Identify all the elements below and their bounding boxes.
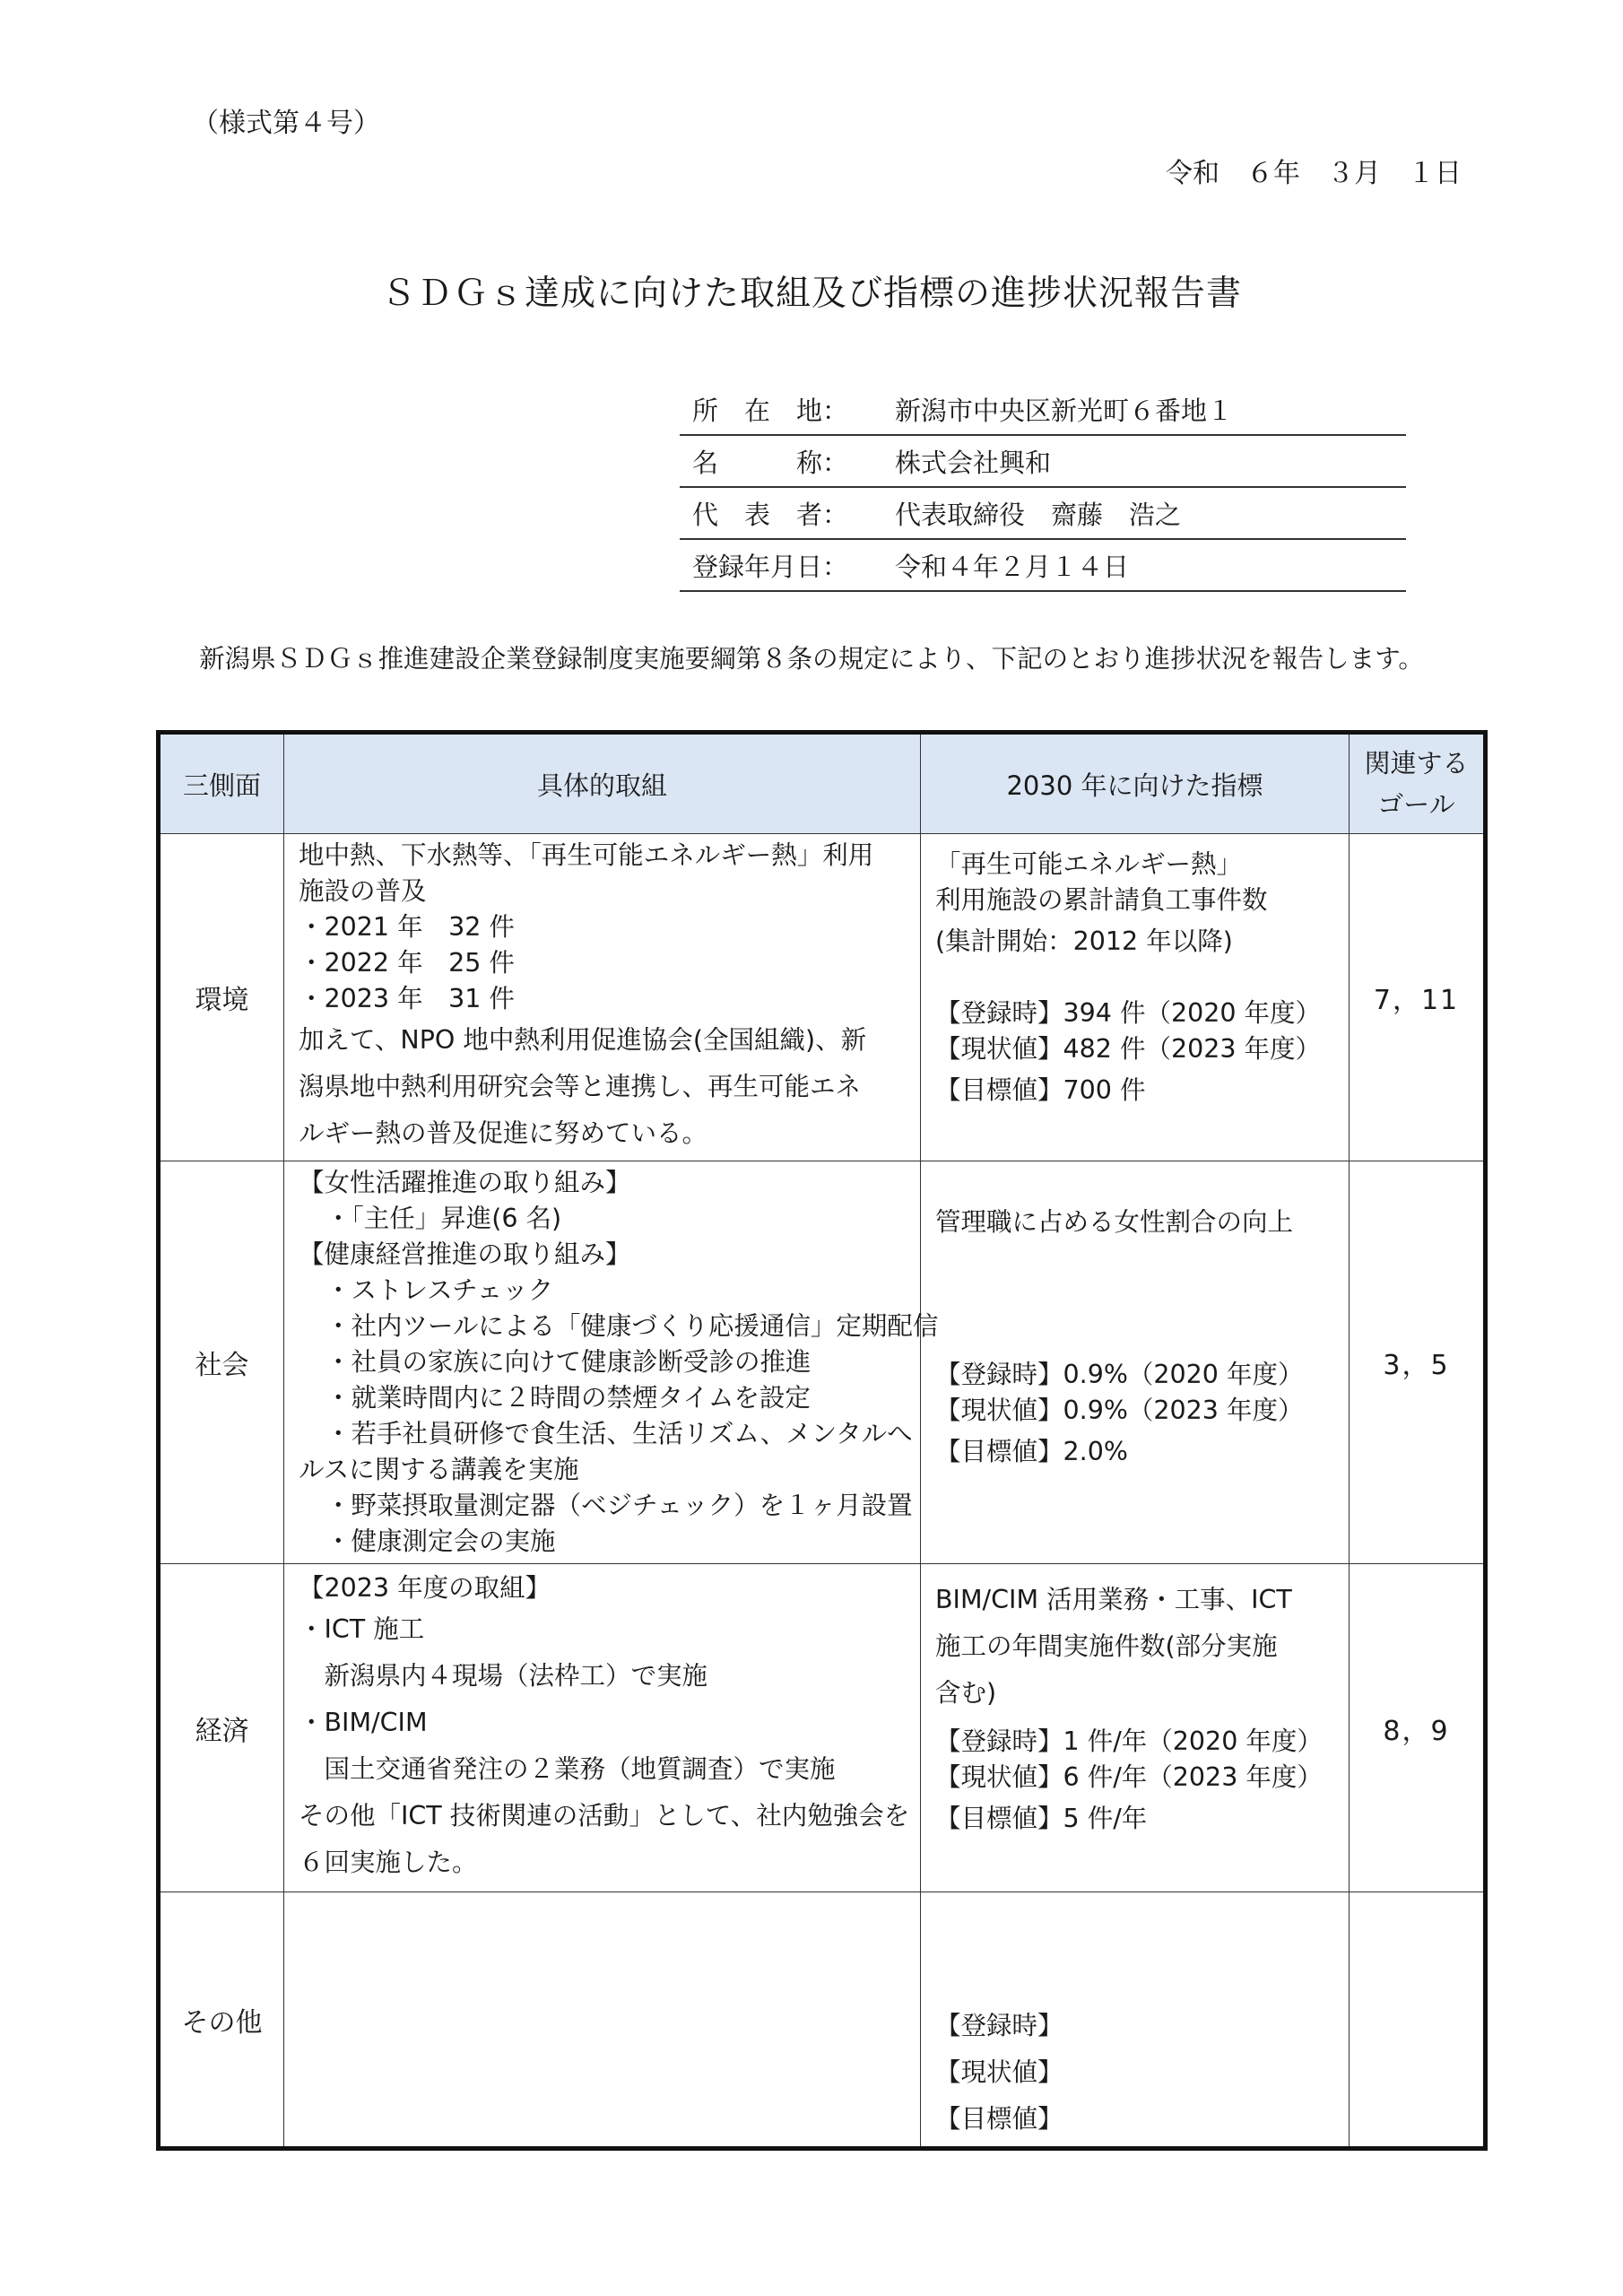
indicator-line: (集計開始：2012 年以降) [935, 926, 1233, 956]
document-date: 令和 ６年 ３月 １日 [1166, 158, 1462, 189]
initiative-line: ・若手社員研修で食生活、生活リズム、メンタルへ [325, 1419, 913, 1448]
form-number: （様式第４号） [192, 108, 380, 139]
initiative-line: 地中熱、下水熱等、「再生可能エネルギー熱」利用 [299, 840, 874, 870]
indicator-society [921, 1161, 1350, 1564]
indicator-line: 管理職に占める女性割合の向上 [935, 1207, 1294, 1237]
registration-date-value: 令和４年２月１４日 [895, 551, 1130, 582]
initiatives-economy [284, 1564, 921, 1892]
initiative-line: ・2023 年 31 件 [299, 984, 515, 1013]
initiative-line: 新潟県内４現場（法枠工）で実施 [299, 1660, 708, 1691]
goals-society: 3，5 [1350, 1161, 1486, 1564]
initiatives-society [284, 1161, 939, 1564]
document-title: ＳＤＧｓ達成に向けた取組及び指標の進捗状況報告書 [380, 274, 1242, 314]
address-label: 所 在 地： [692, 395, 849, 426]
indicator-line: 施工の年間実施件数(部分実施 [935, 1631, 1278, 1661]
table-header-row [159, 733, 1486, 834]
target-value: 【目標値】2.0% [935, 1437, 1128, 1466]
category-other: その他 [159, 1892, 284, 2149]
representative-value: 代表取締役 齋藤 浩之 [895, 499, 1182, 530]
initiative-line: 潟県地中熱利用研究会等と連携し、再生可能エネ [299, 1072, 862, 1101]
indicator-environment [921, 834, 1350, 1161]
initiative-line: ・社内ツールによる「健康づくり応援通信」定期配信 [325, 1311, 939, 1341]
company-name-label: 名 称： [692, 447, 849, 478]
initiative-line: ・野菜摂取量測定器（ベジチェック）を１ヶ月設置 [325, 1491, 913, 1520]
header-goals-line2: ゴール [1377, 789, 1455, 820]
company-info [680, 384, 1406, 592]
header-indicator: 2030 年に向けた指標 [921, 733, 1350, 834]
initiative-line: ・就業時間内に２時間の禁煙タイムを設定 [325, 1383, 811, 1413]
initiative-line: 国土交通省発注の２業務（地質調査）で実施 [299, 1753, 836, 1784]
indicator-line: BIM/CIM 活用業務・工事、ICT [935, 1585, 1292, 1614]
header-goals [1350, 733, 1486, 834]
table-row-society [159, 1161, 1486, 1564]
initiatives-other [284, 1892, 921, 2149]
category-society: 社会 [159, 1161, 284, 1564]
intro-text: 新潟県ＳＤＧｓ推進建設企業登録制度実施要綱第８条の規定により、下記のとおり進捗状況を報告します。 [199, 644, 1424, 674]
table-row-environment [159, 834, 1486, 1161]
target-value: 【目標値】 [935, 2104, 1063, 2134]
company-name-value: 株式会社興和 [895, 447, 1052, 478]
goals-environment: 7，11 [1350, 834, 1486, 1161]
header-initiatives: 具体的取組 [284, 733, 921, 834]
info-row-address [680, 384, 1406, 436]
info-row-name [680, 436, 1406, 488]
initiative-line: 加えて、NPO 地中熱利用促進協会(全国組織)、新 [299, 1025, 867, 1055]
indicator-economy [921, 1564, 1350, 1892]
header-goals-line1: 関連する [1364, 748, 1469, 778]
indicator-line: 含む) [935, 1678, 997, 1708]
initiative-line: ルスに関する講義を実施 [299, 1455, 579, 1484]
initiative-line: ルギー熱の普及促進に努めている。 [299, 1118, 708, 1148]
initiatives-environment [284, 834, 921, 1161]
category-environment: 環境 [159, 834, 284, 1161]
initiative-line: ・「主任」昇進(6 名) [325, 1204, 562, 1233]
initiative-line: ・ストレスチェック [325, 1275, 554, 1305]
initiative-line: 【女性活躍推進の取り組み】 [299, 1168, 631, 1197]
initiative-line: ６回実施した。 [299, 1847, 478, 1877]
initiative-line: ・健康測定会の実施 [325, 1526, 556, 1556]
category-economy: 経済 [159, 1564, 284, 1892]
progress-table [156, 730, 1488, 2151]
current-value: 【現状値】482 件（2023 年度） [935, 1034, 1322, 1064]
initiative-line: ・BIM/CIM [299, 1707, 428, 1737]
table-row-other [159, 1892, 1486, 2149]
target-value: 【目標値】5 件/年 [935, 1804, 1148, 1833]
info-row-representative [680, 488, 1406, 540]
initiative-line: 施設の普及 [299, 876, 427, 906]
goals-economy: 8，9 [1350, 1564, 1486, 1892]
initiative-line: 【健康経営推進の取り組み】 [299, 1239, 631, 1269]
initiative-line: ・2022 年 25 件 [299, 948, 515, 978]
indicator-other [921, 1892, 1350, 2149]
registration-date-label: 登録年月日： [692, 551, 849, 582]
current-value: 【現状値】 [935, 2057, 1063, 2087]
table-row-economy [159, 1564, 1486, 1892]
registered-value: 【登録時】394 件（2020 年度） [935, 998, 1322, 1028]
indicator-line: 利用施設の累計請負工事件数 [935, 885, 1268, 915]
registered-value: 【登録時】 [935, 2011, 1063, 2040]
registered-value: 【登録時】1 件/年（2020 年度） [935, 1726, 1323, 1756]
info-row-registration-date [680, 540, 1406, 592]
initiative-line: 【2023 年度の取組】 [299, 1572, 551, 1603]
initiative-line: その他「ICT 技術関連の活動」として、社内勉強会を [299, 1800, 910, 1831]
registered-value: 【登録時】0.9%（2020 年度） [935, 1360, 1304, 1389]
current-value: 【現状値】0.9%（2023 年度） [935, 1396, 1304, 1425]
initiative-line: ・ICT 施工 [299, 1613, 425, 1644]
spacer [935, 965, 1334, 996]
initiative-line: ・社員の家族に向けて健康診断受診の推進 [325, 1347, 812, 1377]
target-value: 【目標値】700 件 [935, 1075, 1146, 1105]
initiative-line: ・2021 年 32 件 [299, 912, 515, 942]
goals-other [1350, 1892, 1486, 2149]
indicator-line: 「再生可能エネルギー熱」 [935, 849, 1243, 879]
representative-label: 代 表 者： [692, 499, 849, 530]
header-aspect: 三側面 [159, 733, 284, 834]
current-value: 【現状値】6 件/年（2023 年度） [935, 1762, 1323, 1792]
address-value: 新潟市中央区新光町６番地１ [895, 395, 1234, 426]
spacer [935, 1717, 1334, 1724]
spacer [935, 1240, 1334, 1357]
